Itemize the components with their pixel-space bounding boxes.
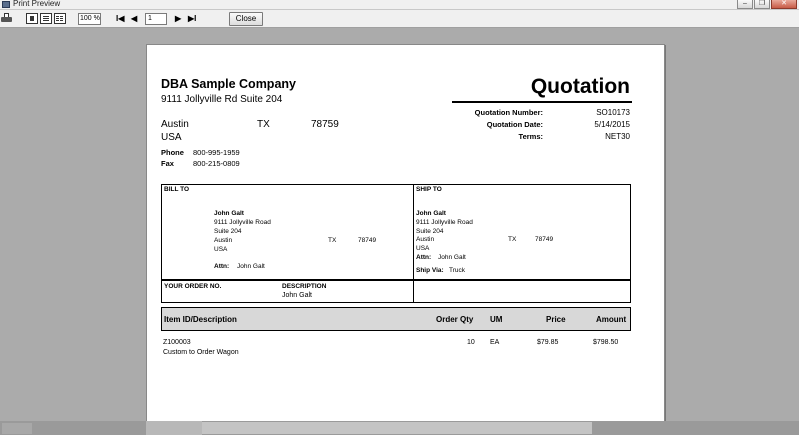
zoom-field[interactable]: 100 % — [78, 13, 101, 25]
quotation-date: 5/14/2015 — [594, 120, 630, 129]
bill-to-zip: 78749 — [358, 237, 377, 244]
report-page — [146, 44, 665, 435]
close-button[interactable]: Close — [229, 12, 263, 26]
next-page-icon[interactable]: ▶ — [175, 14, 182, 23]
company-country: USA — [161, 132, 182, 143]
bill-to-state: TX — [328, 237, 337, 244]
company-city: Austin — [161, 119, 189, 130]
bill-to-attn: John Galt — [237, 263, 265, 270]
col-amount: Amount — [596, 315, 627, 324]
window-title: Print Preview — [13, 0, 61, 8]
bill-to-attn-label: Attn: — [214, 263, 230, 270]
col-price: Price — [546, 315, 566, 324]
horizontal-scrollbar[interactable] — [0, 421, 799, 435]
bill-to-header: BILL TO — [164, 186, 190, 193]
ship-to-city: Austin — [416, 236, 435, 243]
app-icon — [2, 1, 10, 8]
last-page-icon[interactable]: ▶I — [188, 14, 197, 23]
company-zip: 78759 — [311, 119, 339, 130]
previous-page-icon[interactable]: ◀ — [131, 14, 138, 23]
bill-ship-box — [161, 184, 631, 280]
phone-label: Phone — [161, 148, 184, 157]
restore-icon[interactable]: ❐ — [754, 0, 770, 9]
item-amount: $798.50 — [593, 339, 619, 346]
col-item: Item ID/Description — [164, 315, 237, 324]
bill-to-line2: Suite 204 — [214, 228, 242, 235]
item-table-header — [161, 307, 631, 331]
company-address: 9111 Jollyville Rd Suite 204 — [161, 94, 283, 105]
item-qty: 10 — [467, 339, 475, 346]
close-window-icon[interactable]: ✕ — [771, 0, 797, 9]
ship-to-country: USA — [416, 245, 430, 252]
terms-label: Terms: — [518, 132, 543, 141]
bill-to-line1: 9111 Jollyville Road — [214, 219, 271, 226]
item-description: Custom to Order Wagon — [163, 349, 239, 356]
window-controls — [737, 0, 797, 10]
scrollbar-thumb[interactable] — [146, 421, 202, 435]
scroll-left-button[interactable] — [2, 423, 32, 434]
ship-to-name: John Galt — [416, 210, 446, 217]
print-icon[interactable] — [1, 13, 13, 25]
toolbar — [0, 10, 799, 28]
document-title: Quotation — [530, 75, 630, 98]
first-page-icon[interactable]: I◀ — [116, 14, 125, 23]
phone-value: 800-995-1959 — [193, 148, 240, 157]
ship-via-label: Ship Via: — [416, 267, 444, 274]
col-qty: Order Qty — [436, 315, 474, 324]
item-price: $79.85 — [537, 339, 559, 346]
single-page-view-icon[interactable] — [26, 13, 38, 24]
quotation-date-label: Quotation Date: — [486, 120, 543, 129]
title-bar — [0, 0, 799, 10]
ship-to-attn: John Galt — [438, 254, 466, 261]
ship-to-line2: Suite 204 — [416, 228, 444, 235]
ship-to-state: TX — [508, 236, 517, 243]
order-description: John Galt — [282, 292, 312, 299]
ship-to-line1: 9111 Jollyville Road — [416, 219, 473, 226]
title-rule — [452, 101, 632, 103]
page-number-input[interactable]: 1 — [145, 13, 167, 25]
ship-to-attn-label: Attn: — [416, 254, 432, 261]
company-state: TX — [257, 119, 270, 130]
description-label: DESCRIPTION — [282, 283, 327, 290]
bill-to-city: Austin — [214, 237, 233, 244]
two-page-view-icon[interactable] — [40, 13, 52, 24]
order-info-box — [161, 280, 631, 303]
bill-to-country: USA — [214, 246, 228, 253]
company-name: DBA Sample Company — [161, 77, 296, 91]
col-um: UM — [490, 315, 503, 324]
terms-value: NET30 — [605, 132, 630, 141]
ship-to-zip: 78749 — [535, 236, 554, 243]
quotation-number-label: Quotation Number: — [474, 108, 543, 117]
bill-to-name: John Galt — [214, 210, 244, 217]
scrollbar-track[interactable] — [202, 422, 592, 434]
your-order-label: YOUR ORDER NO. — [164, 283, 222, 290]
ship-via-value: Truck — [449, 267, 466, 274]
item-id: Z100003 — [163, 339, 191, 346]
fax-value: 800-215-0809 — [193, 159, 240, 168]
minimize-icon[interactable]: – — [737, 0, 753, 9]
ship-to-header: SHIP TO — [416, 186, 442, 193]
multi-page-view-icon[interactable] — [54, 13, 66, 24]
item-um: EA — [490, 339, 500, 346]
quotation-number: SO10173 — [596, 108, 630, 117]
fax-label: Fax — [161, 159, 174, 168]
